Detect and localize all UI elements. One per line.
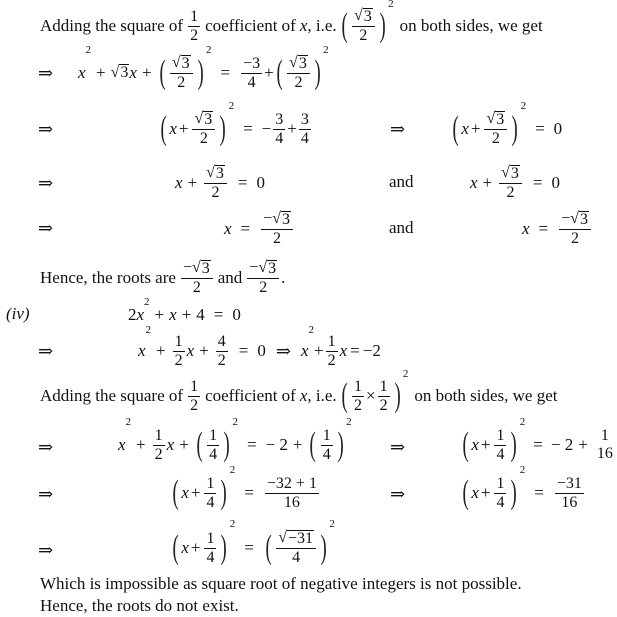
equation-step: x 2 + $\frac{1}{2}$ x + ( $\frac{1}{4}$ ) 2 = − 2 + ( $\frac{1}{4}$ ) 2 [118, 416, 352, 463]
right-paren: ) [379, 7, 386, 44]
equation-step: ( x + $\frac{1}{4}$ ) 2 = $\frac{-32 + 1}{16}$ [172, 464, 317, 511]
intro-text: on both sides, we get [399, 16, 543, 35]
equation-step: x + √ 3 2 = 0 [175, 163, 266, 202]
root3-over-2: √ 3 2 [352, 8, 375, 45]
implies-arrow: ⇒ [38, 218, 54, 238]
intro-text: coefficient of [205, 16, 296, 35]
equation-step: x 2 + √ 3 x + ( √ 3 2 ) 2 = $\frac{-3}{4}$ + ( √ 3 2 ) 2 [78, 44, 329, 92]
and-text: and [389, 172, 414, 191]
left-paren: ( [341, 7, 348, 44]
implies-arrow: ⇒ [390, 119, 406, 139]
implies-arrow: ⇒ [38, 540, 54, 560]
remark-impossible: Which is impossible as square root of negative integers is not possible. [40, 574, 522, 593]
equation-step: ( x + √ 3 2 ) 2 = − $\frac{3}{4}$ + $\frac{3}{4}$ [160, 100, 309, 148]
equation-step: ( x + $\frac{1}{4}$ ) 2 = ( √ −31 4 ) 2 [172, 518, 335, 567]
implies-arrow: ⇒ [38, 341, 54, 361]
implies-arrow: ⇒ [38, 437, 54, 457]
equation-step: x + √ 3 2 = 0 [470, 163, 561, 202]
equation-step: x = − √ 3 2 [522, 204, 593, 254]
implies-arrow: ⇒ [390, 437, 406, 457]
equation-step: ( x + $\frac{1}{4}$ ) 2 = − 2 + 1 16 [462, 416, 613, 463]
half-fraction: $\frac{1}{2}$ [190, 7, 199, 44]
remark-no-roots: Hence, the roots do not exist. [40, 596, 239, 615]
var-x: x [299, 16, 308, 35]
part-label: (iv) [6, 304, 30, 323]
equation-step: 2 x 2 + x + 4 = 0 [128, 296, 241, 324]
intro-line-iv: Adding the square of $\frac{1}{2}$ coefficient of x , i.e. ( $\frac{1}{2}$ × $\frac{1}{2}$ ) 2 on both sides, we get [40, 368, 558, 414]
and-text: and [389, 218, 414, 237]
equation-step: ( x + $\frac{1}{4}$ ) 2 = $\frac{-31}{16}$ [462, 464, 582, 511]
intro-text: Adding the square of [40, 16, 184, 35]
implies-arrow: ⇒ [38, 63, 54, 83]
implies-arrow: ⇒ [38, 173, 54, 193]
equation-step: ( x + √ 3 2 ) 2 = 0 [452, 100, 563, 148]
conclusion-line: Hence, the roots are − √ 3 2 and − √ 3 2 . [40, 258, 286, 297]
implies-arrow: ⇒ [38, 484, 54, 504]
exponent: 2 [388, 0, 394, 10]
intro-line-iii [40, 2, 543, 50]
equation-step: x 2 + $\frac{1}{2}$ x + $\frac{4}{2}$ = 0 ⇒ x 2 + $\frac{1}{2}$ x = −2 [138, 324, 381, 369]
ie-text: , i.e. [307, 16, 337, 35]
implies-arrow: ⇒ [390, 484, 406, 504]
equation-step: x = − √ 3 2 [224, 204, 295, 254]
implies-arrow: ⇒ [38, 119, 54, 139]
